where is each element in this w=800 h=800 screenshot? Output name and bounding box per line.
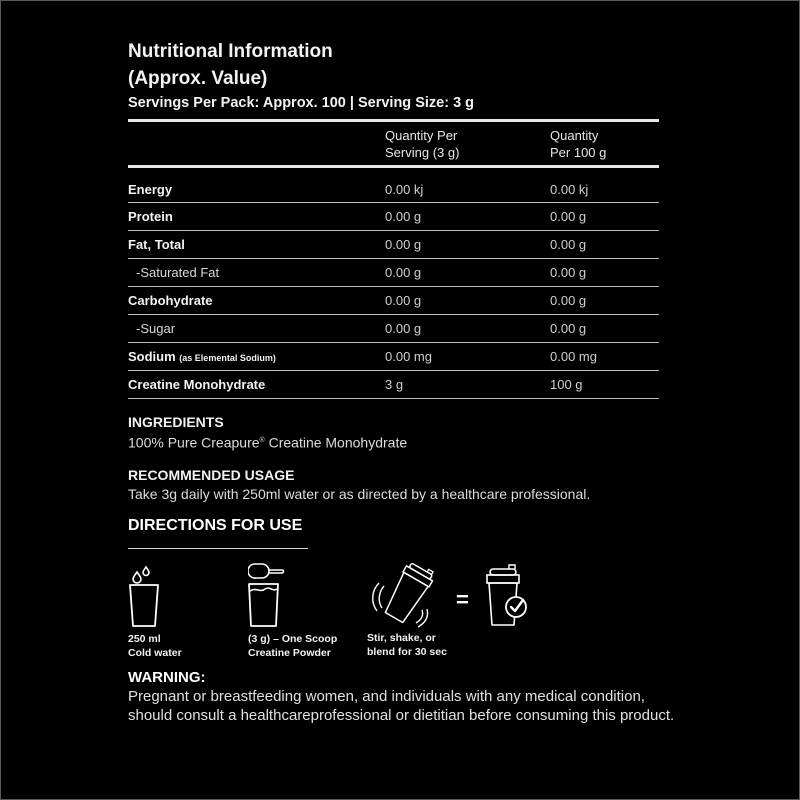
header-per-100g [550,121,659,167]
step-scoop-line2: Creatine Powder [248,646,331,659]
per-serving-value: 3 g [385,377,404,392]
ingredients-section [128,413,673,453]
nutrient-name: Creatine Monohydrate [128,377,266,392]
per-serving-value: 0.00 g [385,293,422,308]
per-100g-value: 100 g [550,377,583,392]
step-shake-line2: blend for 30 sec [367,645,447,658]
nutrient-name: Fat, Total [128,237,185,252]
nutrient-name: -Saturated Fat [136,265,220,280]
step-shake-line1: Stir, shake, or [367,631,436,644]
nutrition-title [128,38,673,92]
ingredients-text-before: 100% Pure Creapure [128,434,260,451]
shaker-check-icon [484,563,530,629]
nutrient-name-text: Sodium [128,349,176,364]
step-water-line1: 250 ml [128,632,161,645]
per-serving-value: 0.00 g [385,237,422,252]
per-100g-value: 0.00 g [550,265,587,280]
usage-section [128,466,673,504]
nutrient-name: Energy [128,181,173,197]
scoop-glass-icon [248,562,292,628]
nutrient-note: (as Elemental Sodium) [179,353,276,363]
table-row [128,231,659,259]
per-100g-value: 0.00 kj [550,181,589,197]
label-content [128,38,673,725]
ingredients-heading: INGREDIENTS [128,414,224,430]
per-serving-value: 0.00 g [385,265,422,280]
per-serving-value: 0.00 g [385,209,422,224]
nutrient-name: -Sugar [136,321,176,336]
header-per-serving-line1: Quantity Per [385,127,458,143]
table-row [128,371,659,399]
water-glass-icon [128,562,164,628]
servings-info: Servings Per Pack: Approx. 100 | Serving Size: 3 g [128,95,475,111]
per-serving-value: 0.00 mg [385,349,432,364]
header-per-serving [385,121,550,167]
warning-text: Pregnant or breastfeeding women, and individuals with any medical condition, should consult a healthcareprofessional or dietitian before consuming this product. [128,687,675,724]
shaking-shaker-icon [363,563,439,629]
nutrient-name: Carbohydrate [128,293,213,308]
directions-heading: DIRECTIONS FOR USE [128,516,303,534]
equals-sign: = [456,586,469,612]
step-scoop-line1: (3 g) – One Scoop [248,632,338,645]
ingredients-text [128,431,673,453]
title-line-2: (Approx. Value) [128,68,268,89]
step-water-line2: Cold water [128,646,182,659]
step-water [128,562,182,660]
table-row [128,287,659,315]
title-line-1: Nutritional Information [128,41,333,62]
nutrient-name [128,343,385,371]
warning-heading: WARNING: [128,668,206,686]
table-row [128,343,659,371]
step-result [484,563,530,629]
header-per-100g-line2: Per 100 g [550,144,607,160]
usage-heading: RECOMMENDED USAGE [128,466,295,483]
ingredients-text-after: Creatine Monohydrate [264,434,408,451]
step-shake [363,563,447,659]
table-row [128,315,659,343]
per-100g-value: 0.00 g [550,237,587,252]
per-100g-value: 0.00 mg [550,349,597,364]
usage-text: Take 3g daily with 250ml water or as directed by a healthcare professional. [128,485,591,502]
nutrient-name: Protein [128,209,173,224]
table-row [128,259,659,287]
per-serving-value: 0.00 kj [385,181,424,197]
header-per-100g-line1: Quantity [550,127,599,143]
table-row [128,203,659,231]
directions-steps [128,549,673,669]
table-row [128,167,659,203]
registered-mark: ® [259,437,265,444]
per-100g-value: 0.00 g [550,321,587,336]
step-scoop [248,562,337,660]
table-header-row [128,121,659,167]
header-nutrient [128,121,385,167]
header-per-serving-line2: Serving (3 g) [385,144,460,160]
per-serving-value: 0.00 g [385,321,422,336]
per-100g-value: 0.00 g [550,293,587,308]
nutrition-table [128,119,659,399]
per-100g-value: 0.00 g [550,209,587,224]
warning-section [128,669,673,725]
